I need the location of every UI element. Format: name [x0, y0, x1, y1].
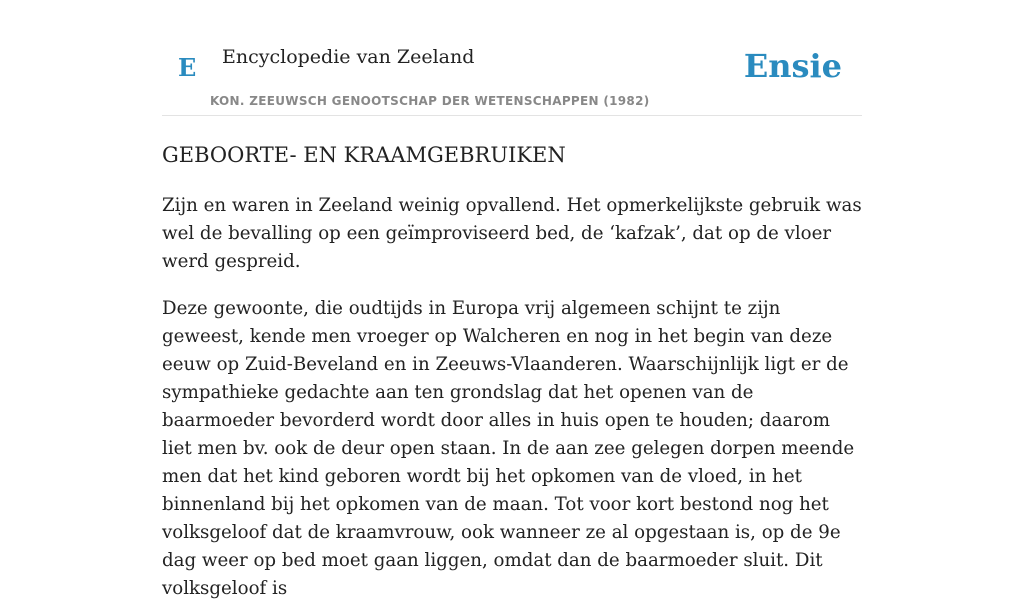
publisher-label: KON. ZEEUWSCH GENOOTSCHAP DER WETENSCHAPPEN (1982)	[210, 94, 650, 108]
article	[162, 140, 862, 603]
encyclopedia-logo-icon[interactable]: E	[178, 53, 197, 82]
header	[162, 0, 862, 116]
article-title: GEBOORTE- EN KRAAMGEBRUIKEN	[162, 143, 566, 167]
ensie-logo-link[interactable]: Ensie	[743, 47, 842, 85]
encyclopedia-title-link[interactable]: Encyclopedie van Zeeland	[222, 46, 475, 68]
article-paragraph-1: Zijn en waren in Zeeland weinig opvallend. Het opmerkelijkste gebruik was wel de bevalling op een geïmproviseerd bed, de ‘kafzak’, dat op de vloer werd gespreid.	[162, 195, 862, 272]
article-paragraph-2: Deze gewoonte, die oudtijds in Europa vrij algemeen schijnt te zijn geweest, kende men vroeger op Walcheren en nog in het begin van deze eeuw op Zuid-Beveland en in Zeeuws-Vlaanderen. Waarschijnlijk ligt er de sympathieke gedachte aan ten grondslag dat het openen van de baarmoeder bevorderd wordt door alles in huis open te houden; daarom liet men bv. ook de deur open staan. In de aan zee gelegen dorpen meende men dat het kind geboren wordt bij het opkomen van de vloed, in het binnenland bij het opkomen van de maan. Tot voor kort bestond nog het volksgeloof dat de kraamvrouw, ook wanneer ze al opgestaan is, op de 9e dag weer op bed moet gaan liggen, omdat dan de baarmoeder sluit. Dit volksgeloof is	[162, 298, 855, 599]
